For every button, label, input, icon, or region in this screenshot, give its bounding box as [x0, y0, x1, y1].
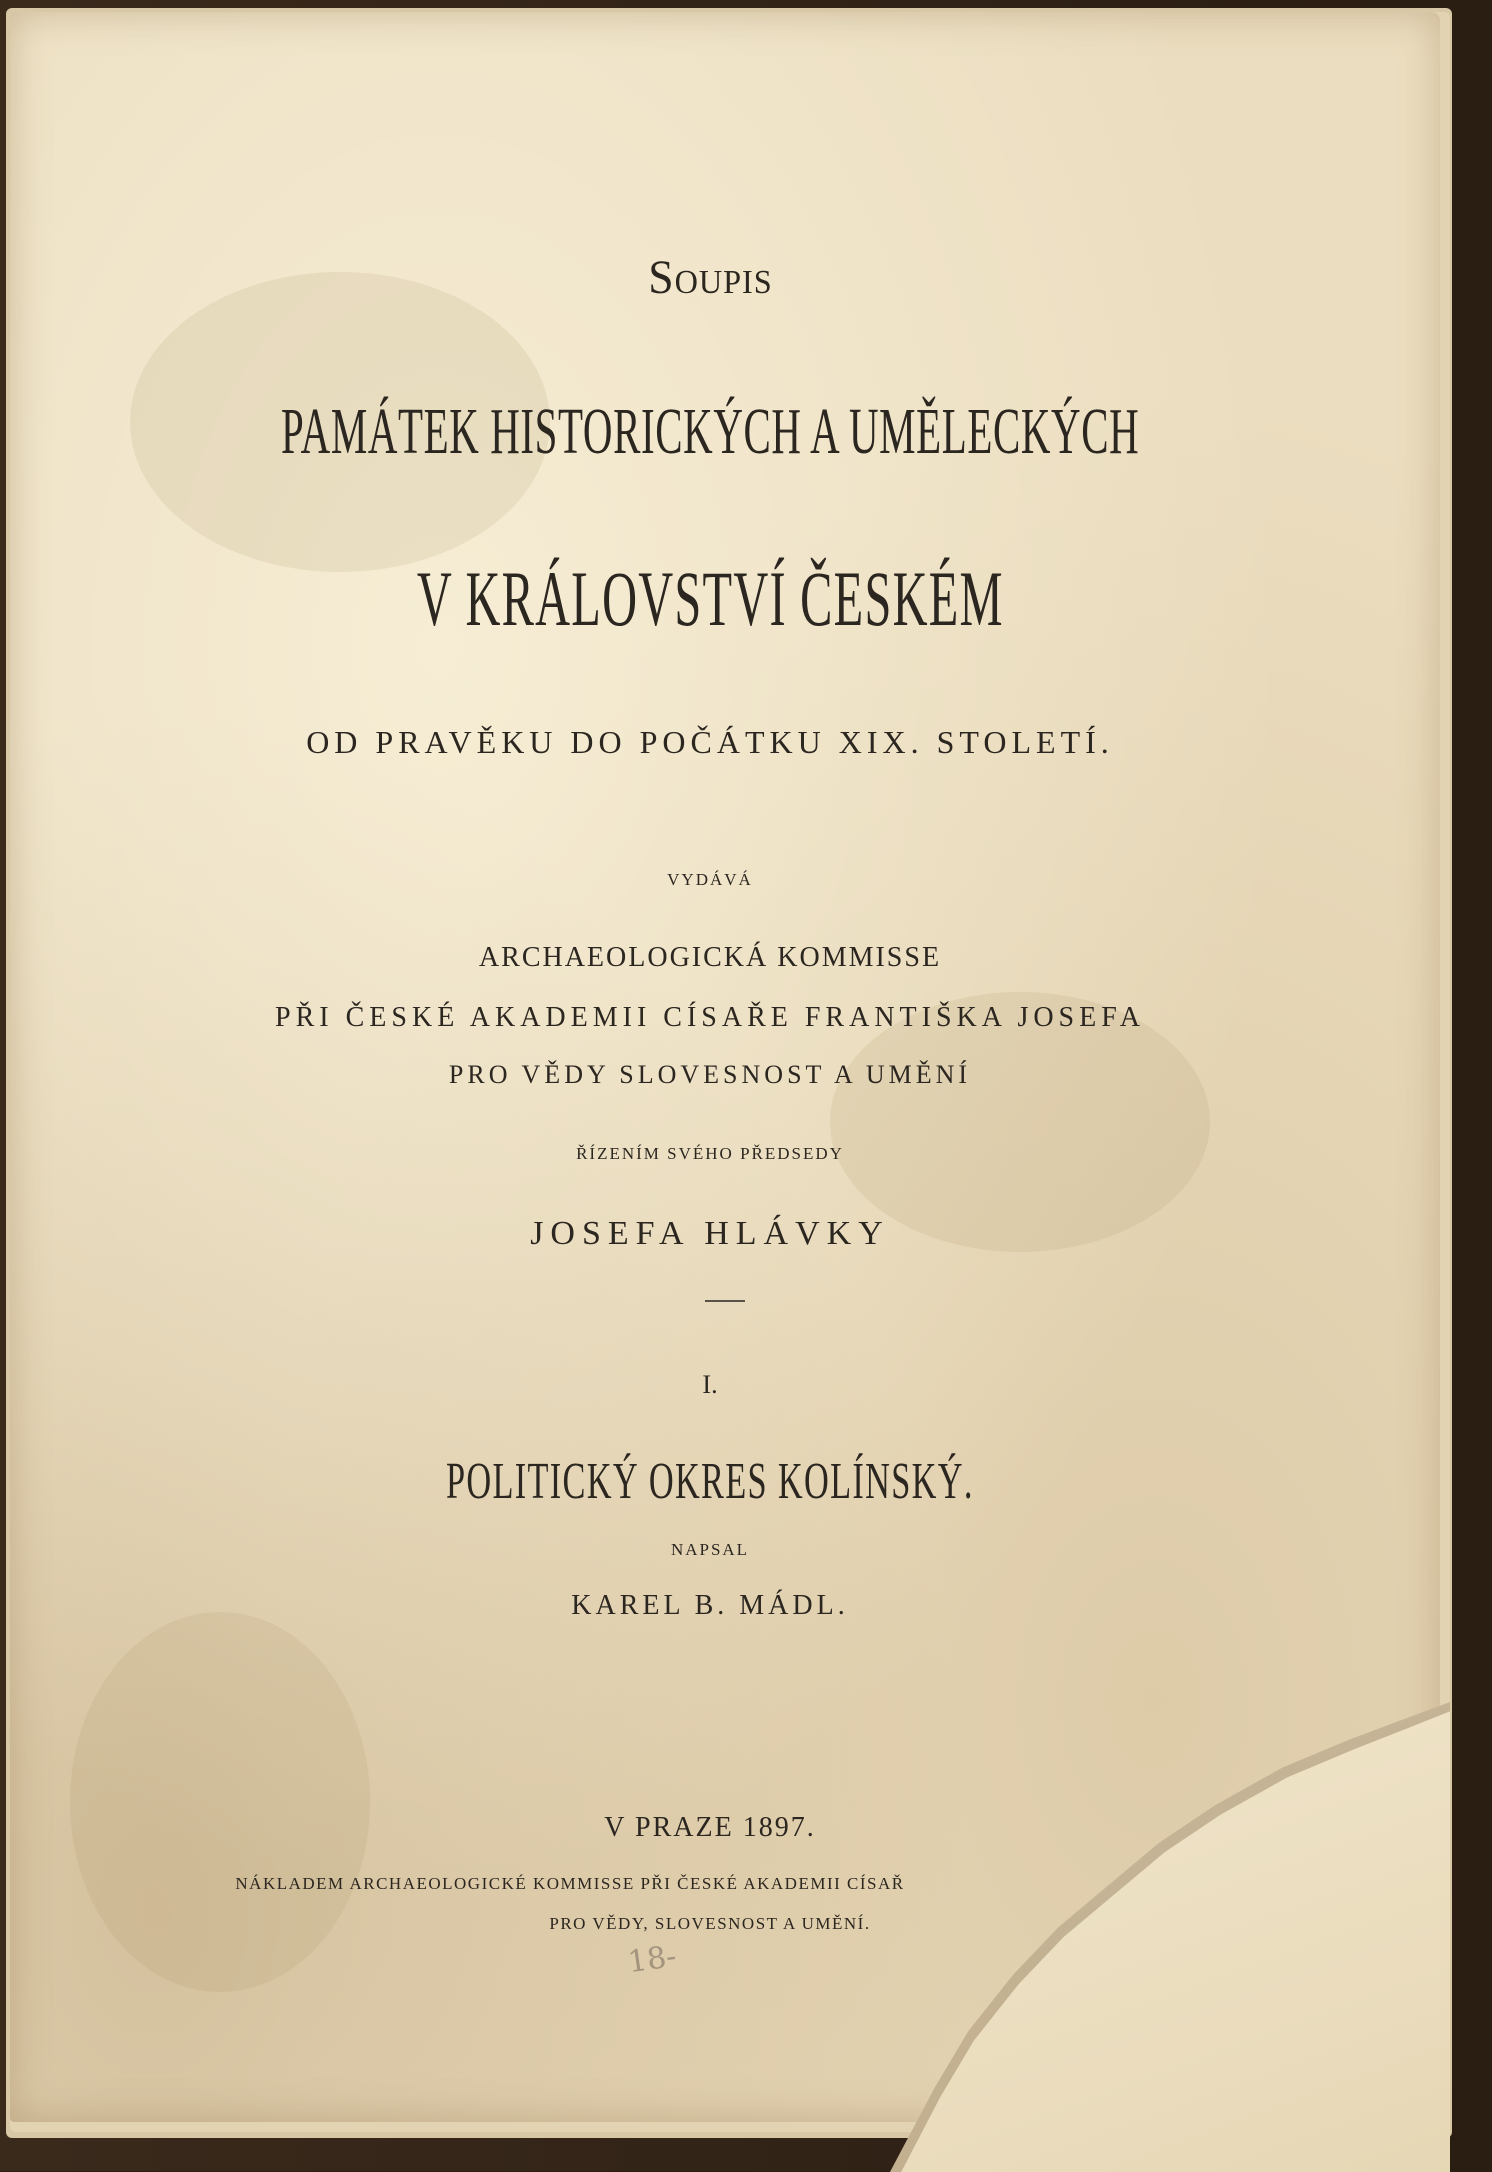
title-line-1: PAMÁTEK HISTORICKÝCH A UMĚLECKÝCH — [280, 395, 1140, 468]
page-edges-inner — [10, 12, 1450, 2132]
author-label: NAPSAL — [670, 1540, 750, 1559]
publisher-line-3: PRO VĚDY SLOVESNOST A UMĚNÍ — [448, 1060, 972, 1089]
author-name: KAREL B. MÁDL. — [571, 1590, 849, 1621]
divider-rule — [705, 1300, 745, 1302]
volume-number: I. — [702, 1370, 718, 1399]
publisher-line-1: ARCHAEOLOGICKÁ KOMMISSE — [478, 942, 942, 973]
page-edges — [6, 8, 1452, 2138]
imprint-line-1: NÁKLADEM ARCHAEOLOGICKÉ KOMMISSE PŘI ČESKÉ AKADEMII CÍSAŘ — [235, 1874, 905, 1893]
subtitle: OD PRAVĚKU DO POČÁTKU XIX. STOLETÍ. — [306, 724, 1114, 760]
publisher-line-2: PŘI ČESKÉ AKADEMII CÍSAŘE FRANTIŠKA JOSEFA — [275, 1002, 1145, 1033]
pencil-annotation: 18- — [625, 1938, 679, 1981]
direction-label: ŘÍZENÍM SVÉHO PŘEDSEDY — [576, 1144, 844, 1163]
issued-by-label: VYDÁVÁ — [667, 870, 753, 889]
book-cover — [10, 12, 1440, 2122]
torn-corner — [890, 1702, 1450, 2172]
series-title: Soupis — [647, 251, 773, 304]
imprint-place-year: V PRAZE 1897. — [604, 1812, 816, 1843]
title-line-2: V KRÁLOVSTVÍ ČESKÉM — [416, 555, 1004, 642]
imprint-line-2: PRO VĚDY, SLOVESNOST A UMĚNÍ. — [549, 1914, 871, 1933]
paper-stain — [70, 1612, 370, 1992]
director-name: JOSEFA HLÁVKY — [530, 1215, 890, 1252]
volume-title: POLITICKÝ OKRES KOLÍNSKÝ. — [446, 1453, 974, 1510]
